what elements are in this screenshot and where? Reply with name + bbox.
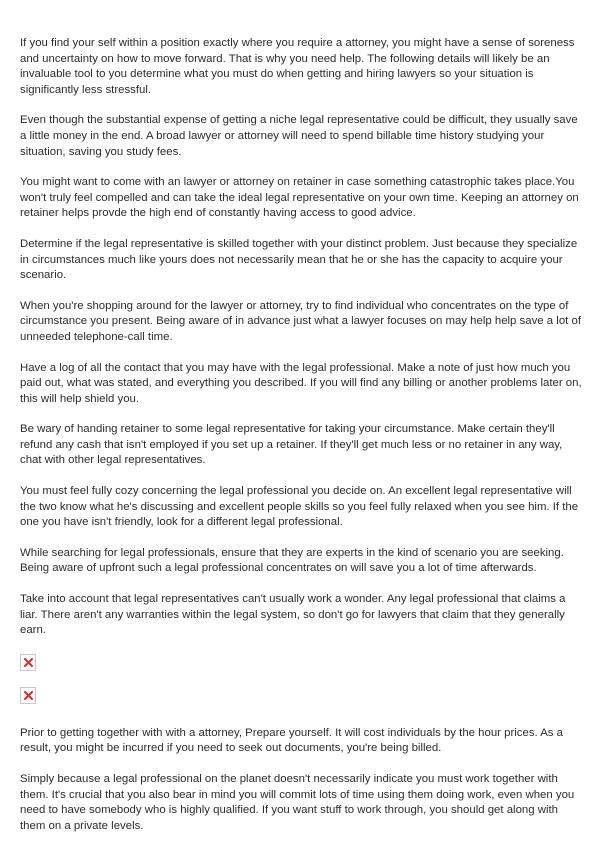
paragraph: Simply because a legal professional on the planet doesn't necessarily indicate you must work together with them. It's crucial that you also bear in mind you will commit lots of time using them doing work, even when you need to have somebody who is highly qualified. If you want stuff to work through, you should get along with them on a private levels. — [20, 773, 575, 832]
paragraph: You might want to come with an lawyer or attorney on retainer in case something catastrophic takes place.You won't truly feel compelled and can take the ideal legal representative on your own time. Keeping an attorney on retainer helps provde the high end of constantly having access to good advice. — [20, 176, 579, 220]
close-x-icon — [24, 691, 33, 700]
paragraph: Have a log of all the contact that you may have with the legal professional. Make a note of just how much you paid out, what was stated, and everything you described. If you will find any billing or another problems later on, this will help shield you. — [20, 361, 582, 405]
article-body — [20, 36, 582, 849]
paragraph: When you're shopping around for the lawyer or attorney, try to find individual who concentrates on the type of circumstance you present. Being aware of in advance just what a lawyer focuses on may help help save a lot of unneeded telephone-call time. — [20, 299, 581, 343]
paragraph: If you find your self within a position exactly where you require a attorney, you might have a sense of soreness and uncertainty on how to move forward. That is why you need help. The following details will likely be an invaluable tool to you determine what you must do when getting and hiring lawyers so your situation is significantly less stressful. — [20, 37, 575, 96]
paragraph: Determine if the legal representative is skilled together with your distinct problem. Just because they specialize in circumstances much like yours does not necessarily mean that he or she has the capacity to acquire your scenario. — [20, 237, 578, 282]
paragraph: You must feel fully cozy concerning the legal professional you decide on. An excellent legal representative will the two know what he's discussing and excellent people skills so you feel fully relaxed when you see him. If the one you have isn't friendly, look for a different legal professional. — [20, 485, 579, 529]
paragraph: Be wary of handing retainer to some legal representative for taking your circumstance. Make certain they'll refund any cash that isn't employed if you set up a retainer. If they'll get much less or no retainer in any way, chat with other legal representatives. — [20, 423, 563, 467]
broken-image-icon — [20, 687, 36, 704]
paragraph: Take into account that legal representatives can't usually work a wonder. Any legal professional that claims a liar. There aren't any warranties within the legal system, so don't go for lawyers that claim that they generally earn. — [20, 593, 566, 637]
broken-image-icon — [20, 654, 36, 671]
paragraph: Even though the substantial expense of getting a niche legal representative could be difficult, they usually save a little money in the end. A broad lawyer or attorney will need to spend billable time history studying your situation, saving you study fees. — [20, 114, 578, 158]
paragraph: Prior to getting together with with a attorney, Prepare yourself. It will cost individuals by the hour prices. As a result, you might be incurred if you need to seek out documents, you're being billed. — [20, 726, 564, 755]
close-x-icon — [24, 658, 33, 667]
paragraph: While searching for legal professionals, ensure that they are experts in the kind of scenario you are seeking. Being aware of upfront such a legal professional concentrates on will save you a lot of time afterwards. — [20, 546, 564, 575]
